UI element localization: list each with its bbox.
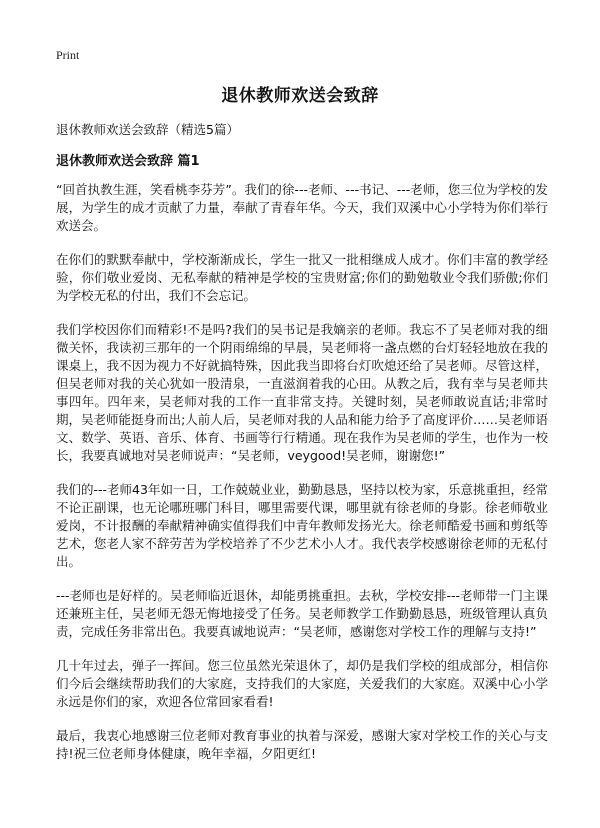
paragraph: “回首执教生涯，笑看桃李芬芳”。我们的徐---老师、---书记、---老师，您三位为学校的发展，为学生的成才贡献了力量，奉献了青春年华。今天，我们双溪中心小学特为你们举行欢送会。 (56, 182, 548, 233)
document-title: 退休教师欢送会致辞 (221, 86, 379, 106)
paragraph: ---老师也是好样的。吴老师临近退休，却能勇挑重担。去秋，学校安排---老师带一门主课还兼班主任，吴老师无怨无悔地接受了任务。吴老师教学工作勤勤恳恳，班级管理认真负责，完成任务非常出色。我要真诚地说声：“吴老师，感谢您对学校工作的理解与支持!” (56, 588, 548, 639)
paragraph: 我们的---老师43年如一日，工作兢兢业业，勤勤恳恳，坚持以校为家，乐意挑重担，经常不论正副课，也无论哪班哪门科目，哪里需要代课，哪里就有徐老师的身影。徐老师敬业爱岗，不计报酬的奉献精神确实值得我们中青年教师发扬光大。徐老师酷爱书画和剪纸等艺术，您老人家不辞劳苦为学校培养了不少艺术小人才。我代表学校感谢徐老师的无私付出。 (56, 482, 548, 569)
article-body (56, 181, 548, 779)
section-heading: 退休教师欢送会致辞 篇1 (56, 154, 200, 169)
document-subtitle: 退休教师欢送会致辞（精选5篇） (56, 122, 239, 137)
print-link[interactable]: Print (56, 48, 80, 62)
paragraph: 几十年过去，弹子一挥间。您三位虽然光荣退休了，却仍是我们学校的组成部分，相信你们今后会继续帮助我们的大家庭，支持我们的大家庭，关爱我们的大家庭。双溪中心小学永远是你们的家，欢迎各位常回家看看! (56, 658, 548, 709)
paragraph: 我们学校因你们而精彩!不是吗?我们的吴书记是我嫡亲的老师。我忘不了吴老师对我的细微关怀，我读初三那年的一个阴雨绵绵的早晨，吴老师将一盏点燃的台灯轻轻地放在我的课桌上，我不因为视力不好就搞特殊，因此我当即将台灯吹熄还给了吴老师。尽管这样，但吴老师对我的关心犹如一股清泉，一直滋润着我的心田。从教之后，我有幸与吴老师共事四年。四年来，吴老师对我的工作一直非常支持。关键时刻，吴老师敢说直话;非常时期，吴老师能挺身而出;人前人后，吴老师对我的人品和能力给予了高度评价……吴老师语文、数学、英语、音乐、体育、书画等行行精通。现在我作为吴老师的学生，也作为一校长，我要真诚地对吴老师说声：“吴老师，veygood!吴老师，谢谢您!” (56, 322, 548, 463)
paragraph: 最后，我衷心地感谢三位老师对教育事业的执着与深爱，感谢大家对学校工作的关心与支持!祝三位老师身体健康，晚年幸福，夕阳更红! (56, 728, 548, 761)
paragraph: 在你们的默默奉献中，学校渐渐成长，学生一批又一批相继成人成才。你们丰富的教学经验，你们敬业爱岗、无私奉献的精神是学校的宝贵财富;你们的勤勉敬业令我们骄傲;你们为学校无私的付出，我们不会忘记。 (56, 252, 548, 303)
